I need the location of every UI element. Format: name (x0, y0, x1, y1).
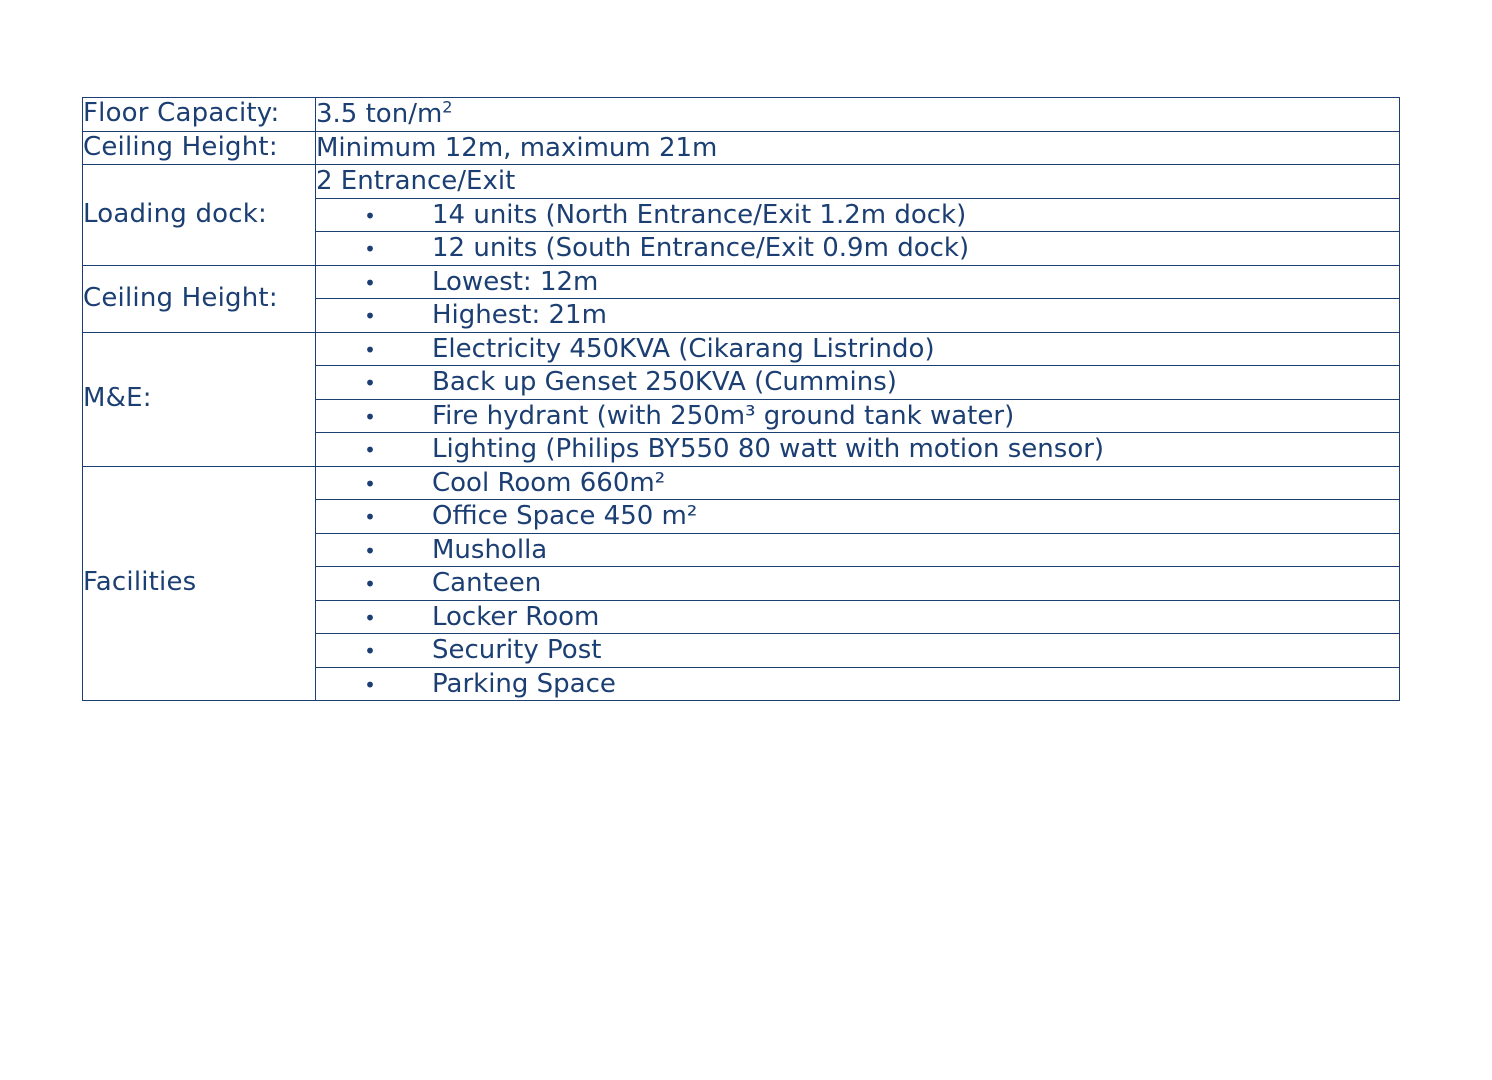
facilities-bullet-7 (316, 667, 1400, 701)
value-text: Minimum 12m, maximum 21m (316, 132, 718, 163)
bullet-icon: • (364, 203, 376, 228)
bullet-text: 12 units (South Entrance/Exit 0.9m dock) (432, 233, 970, 263)
bullet-icon: • (364, 505, 376, 529)
table-row (83, 332, 1400, 366)
facilities-bullet-2 (316, 500, 1400, 534)
bullet-text: Office Space 450 m² (432, 501, 698, 531)
bullet-icon: • (364, 471, 376, 496)
bullet-icon: • (364, 639, 376, 663)
facilities-bullet-3 (316, 533, 1400, 567)
loading-dock-bullet-1 (316, 198, 1400, 232)
bullet-icon: • (364, 237, 376, 261)
facilities-bullet-1 (316, 466, 1400, 500)
label-text: Facilities (83, 567, 197, 598)
bullet-icon: • (364, 304, 376, 328)
bullet-icon: • (364, 404, 376, 429)
row-label-ceiling-height-detail (83, 265, 316, 332)
table-row (83, 131, 1400, 165)
row-label-mechanical-electrical (83, 332, 316, 466)
value-superscript: 2 (442, 97, 453, 117)
row-label-facilities (83, 466, 316, 701)
loading-dock-bullet-2 (316, 232, 1400, 266)
bullet-icon: • (364, 572, 376, 596)
bullet-icon: • (364, 337, 376, 362)
me-bullet-1 (316, 332, 1400, 366)
table-row (83, 265, 1400, 299)
bullet-text: Lowest: 12m (432, 266, 599, 297)
label-text: Floor Capacity: (83, 98, 280, 129)
facilities-bullet-4 (316, 567, 1400, 601)
label-text: M&E: (83, 383, 152, 414)
ceiling-height-bullet-2 (316, 299, 1400, 333)
label-text: Ceiling Height: (83, 282, 278, 313)
bullet-icon: • (364, 672, 376, 697)
bullet-text: Highest: 21m (432, 300, 607, 330)
bullet-icon: • (364, 438, 376, 462)
ceiling-height-bullet-1 (316, 265, 1400, 299)
bullet-text: Canteen (432, 568, 542, 598)
warehouse-spec-table (82, 97, 1400, 701)
loading-dock-heading (316, 165, 1400, 199)
row-label-ceiling-height-summary (83, 131, 316, 165)
row-value-ceiling-height-summary (316, 131, 1400, 165)
bullet-text: Musholla (432, 534, 548, 565)
me-bullet-3 (316, 399, 1400, 433)
row-value-floor-capacity (316, 98, 1400, 132)
bullet-text: Back up Genset 250KVA (Cummins) (432, 367, 897, 397)
facilities-bullet-5 (316, 600, 1400, 634)
bullet-text: Lighting (Philips BY550 80 watt with motion sensor) (432, 434, 1105, 464)
table-row (83, 165, 1400, 199)
bullet-icon: • (364, 538, 376, 563)
table-row (83, 98, 1400, 132)
me-bullet-4 (316, 433, 1400, 467)
label-text: Loading dock: (83, 198, 267, 229)
bullet-text: 14 units (North Entrance/Exit 1.2m dock) (432, 199, 967, 230)
bullet-text: Security Post (432, 635, 602, 665)
bullet-icon: • (364, 605, 376, 630)
bullet-text: Electricity 450KVA (Cikarang Listrindo) (432, 333, 935, 364)
row-label-floor-capacity (83, 98, 316, 132)
bullet-text: Locker Room (432, 601, 600, 632)
value-text: 3.5 ton/m (316, 99, 443, 129)
bullet-text: Parking Space (432, 668, 616, 699)
bullet-text: Fire hydrant (with 250m³ ground tank water) (432, 400, 1015, 431)
row-label-loading-dock (83, 165, 316, 266)
bullet-icon: • (364, 371, 376, 395)
me-bullet-2 (316, 366, 1400, 400)
facilities-bullet-6 (316, 634, 1400, 668)
bullet-text: Cool Room 660m² (432, 467, 666, 498)
spec-table-container (82, 97, 1400, 701)
table-row (83, 466, 1400, 500)
label-text: Ceiling Height: (83, 131, 278, 162)
bullet-icon: • (364, 270, 376, 295)
heading-text: 2 Entrance/Exit (316, 166, 516, 196)
